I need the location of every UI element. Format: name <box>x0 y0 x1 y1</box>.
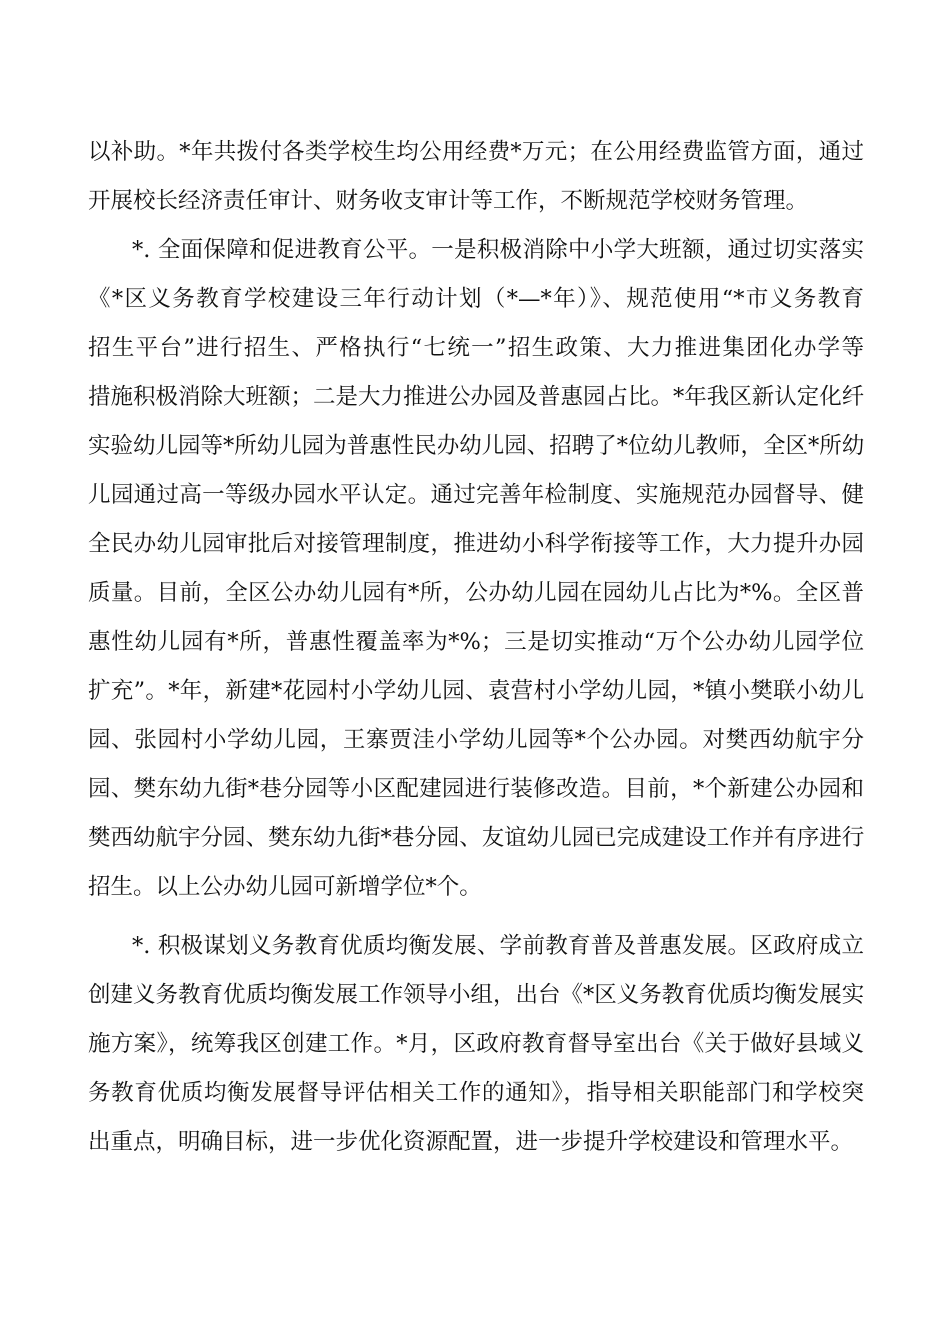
text-line: 开展校长经济责任审计、财务收支审计等工作，不断规范学校财务管理。 <box>88 188 809 214</box>
text-line: 樊西幼航宇分园、樊东幼九街*巷分园、友谊幼儿园已完成建设工作并有序进行 <box>88 825 864 851</box>
text-line: 扩充”。*年，新建*花园村小学幼儿园、袁营村小学幼儿园，*镇小樊联小幼儿 <box>88 678 864 704</box>
paragraph-first-line: *. 全面保障和促进教育公平。一是积极消除中小学大班额，通过切实落实 <box>132 237 864 263</box>
text-line: 施方案》，统筹我区创建工作。*月，区政府教育督导室出台《关于做好县域义 <box>88 1031 864 1057</box>
text-line: 《*区义务教育学校建设三年行动计划（*—*年）》、规范使用“*市义务教育 <box>88 286 864 312</box>
text-line: 以补助。*年共拨付各类学校生均公用经费*万元；在公用经费监管方面，通过 <box>88 139 864 165</box>
text-line: 招生。以上公办幼儿园可新增学位*个。 <box>88 874 482 900</box>
text-line: 园、樊东幼九街*巷分园等小区配建园进行装修改造。目前，*个新建公办园和 <box>88 776 864 802</box>
text-line: 措施积极消除大班额；二是大力推进公办园及普惠园占比。*年我区新认定化纤 <box>88 384 864 410</box>
text-line: 惠性幼儿园有*所，普惠性覆盖率为*%；三是切实推动“万个公办幼儿园学位 <box>88 629 864 655</box>
text-line: 质量。目前，全区公办幼儿园有*所，公办幼儿园在园幼儿占比为*%。全区普 <box>88 580 864 606</box>
paragraph-first-line: *. 积极谋划义务教育优质均衡发展、学前教育普及普惠发展。区政府成立 <box>132 933 864 959</box>
text-line: 园、张园村小学幼儿园，王寨贾洼小学幼儿园等*个公办园。对樊西幼航宇分 <box>88 727 864 753</box>
text-line: 儿园通过高一等级办园水平认定。通过完善年检制度、实施规范办园督导、健 <box>88 482 864 508</box>
text-line: 全民办幼儿园审批后对接管理制度，推进幼小科学衔接等工作，大力提升办园 <box>88 531 864 557</box>
text-line: 创建义务教育优质均衡发展工作领导小组，出台《*区义务教育优质均衡发展实 <box>88 982 864 1008</box>
text-line: 务教育优质均衡发展督导评估相关工作的通知》，指导相关职能部门和学校突 <box>88 1080 864 1106</box>
text-line: 实验幼儿园等*所幼儿园为普惠性民办幼儿园、招聘了*位幼儿教师，全区*所幼 <box>88 433 864 459</box>
text-line: 出重点，明确目标，进一步优化资源配置，进一步提升学校建设和管理水平。 <box>88 1129 854 1155</box>
text-line: 招生平台”进行招生、严格执行“七统一”招生政策、大力推进集团化办学等 <box>88 335 864 361</box>
